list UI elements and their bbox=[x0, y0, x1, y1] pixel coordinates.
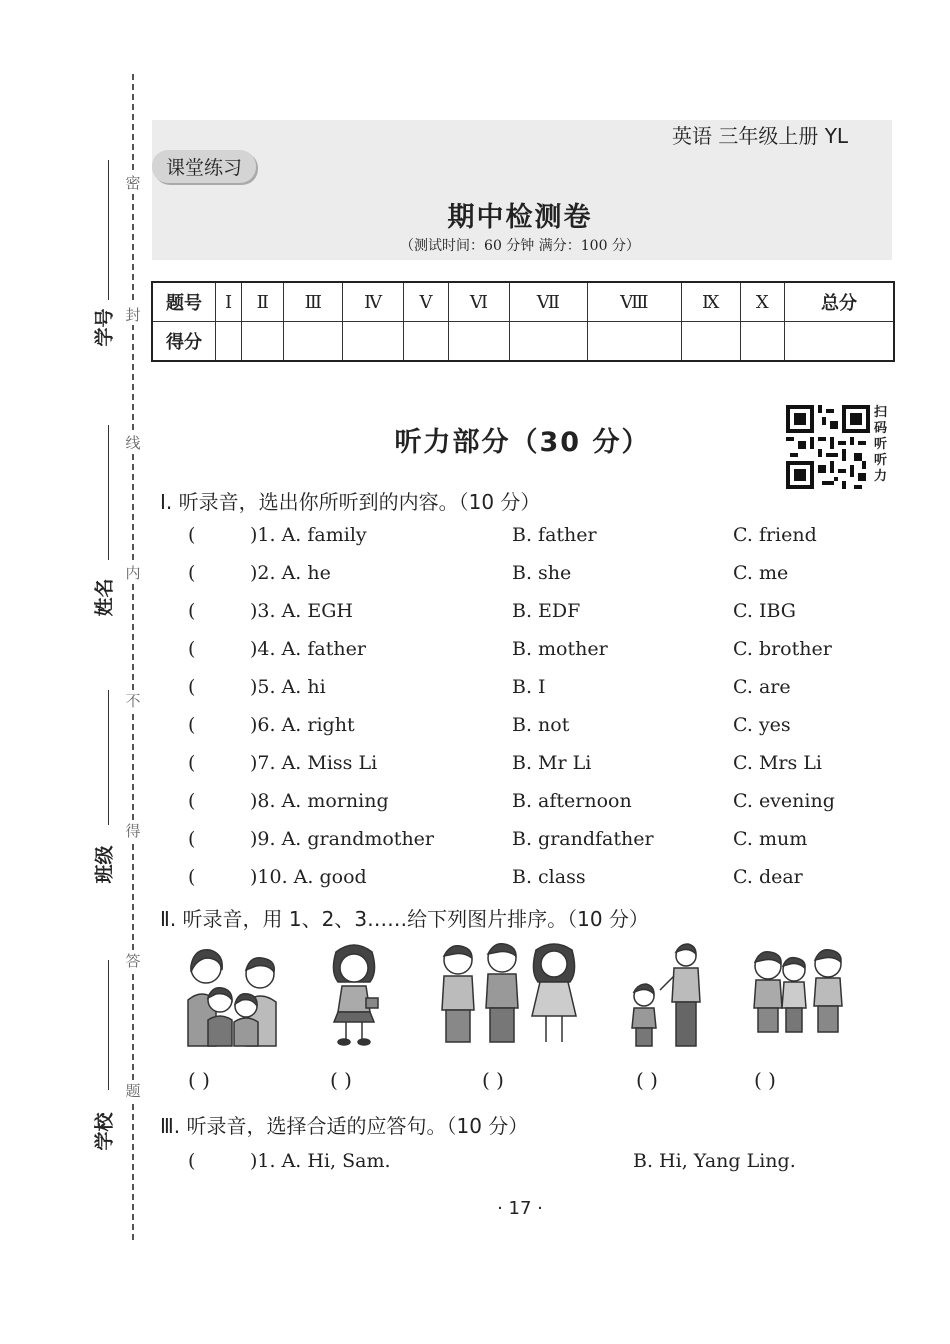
question-row bbox=[0, 790, 950, 820]
column-header-total: 总分 bbox=[785, 282, 895, 322]
page-number: · 17 · bbox=[497, 1198, 543, 1219]
score-cell[interactable] bbox=[681, 322, 740, 362]
option-c: C. IBG bbox=[733, 600, 796, 622]
score-cell[interactable] bbox=[404, 322, 449, 362]
option-a: )6. A. right bbox=[250, 714, 355, 736]
column-header: Ⅵ bbox=[448, 282, 509, 322]
option-c: C. yes bbox=[733, 714, 791, 736]
picture-order-blank[interactable]: ( ) bbox=[482, 1068, 504, 1092]
score-cell[interactable] bbox=[242, 322, 284, 362]
table-row bbox=[152, 282, 894, 322]
question-row bbox=[0, 714, 950, 744]
option-a: )3. A. EGH bbox=[250, 600, 353, 622]
option-b: B. grandfather bbox=[512, 828, 654, 850]
question-row bbox=[0, 600, 950, 630]
option-a: )8. A. morning bbox=[250, 790, 389, 812]
school-line[interactable] bbox=[108, 960, 109, 1090]
option-a: )5. A. hi bbox=[250, 676, 326, 698]
answer-blank[interactable]: ( bbox=[188, 714, 196, 736]
seal-char: 封 bbox=[125, 306, 141, 324]
answer-blank[interactable]: ( bbox=[188, 562, 196, 584]
option-a: )4. A. father bbox=[250, 638, 366, 660]
question-row bbox=[0, 638, 950, 668]
picture-order-blank[interactable]: ( ) bbox=[636, 1068, 658, 1092]
student-id-label: 学号 bbox=[93, 308, 116, 347]
answer-blank[interactable]: ( bbox=[188, 790, 196, 812]
option-a: )10. A. good bbox=[250, 866, 367, 888]
column-header: Ⅲ bbox=[284, 282, 343, 322]
question-row bbox=[0, 828, 950, 858]
score-cell[interactable] bbox=[284, 322, 343, 362]
option-b: B. she bbox=[512, 562, 572, 584]
row-header: 题号 bbox=[152, 282, 216, 322]
option-b: B. class bbox=[512, 866, 586, 888]
option-a: )7. A. Miss Li bbox=[250, 752, 378, 774]
answer-blank[interactable]: ( bbox=[188, 1150, 196, 1172]
seal-char: 不 bbox=[125, 692, 141, 710]
question-row bbox=[0, 524, 950, 554]
seal-char: 题 bbox=[125, 1082, 141, 1100]
name-label: 姓名 bbox=[93, 578, 116, 617]
option-b: B. mother bbox=[512, 638, 608, 660]
picture-order-blank[interactable]: ( ) bbox=[188, 1068, 210, 1092]
option-a: )1. A. family bbox=[250, 524, 367, 546]
option-b: B. father bbox=[512, 524, 597, 546]
practice-tag: 课堂练习 bbox=[152, 150, 256, 183]
option-b: B. I bbox=[512, 676, 546, 698]
test-info: （测试时间：60 分钟 满分：100 分） bbox=[400, 238, 640, 254]
option-c: C. brother bbox=[733, 638, 832, 660]
score-cell[interactable] bbox=[587, 322, 681, 362]
table-row bbox=[152, 322, 894, 362]
seal-char: 内 bbox=[125, 564, 141, 582]
score-table bbox=[151, 281, 895, 362]
question-row bbox=[0, 562, 950, 592]
score-cell[interactable] bbox=[448, 322, 509, 362]
family-picture bbox=[184, 942, 284, 1050]
score-cell[interactable] bbox=[740, 322, 784, 362]
option-b: B. afternoon bbox=[512, 790, 632, 812]
qr-label: 扫码听听力 bbox=[874, 405, 888, 484]
school-label: 学校 bbox=[93, 1112, 116, 1151]
picture-order-blank[interactable]: ( ) bbox=[330, 1068, 352, 1092]
seal-char: 密 bbox=[125, 174, 141, 192]
question-row bbox=[0, 866, 950, 896]
picture-order-blank[interactable]: ( ) bbox=[754, 1068, 776, 1092]
children-group-picture bbox=[752, 942, 852, 1038]
option-b: B. not bbox=[512, 714, 570, 736]
column-header: Ⅳ bbox=[343, 282, 404, 322]
question-row bbox=[0, 752, 950, 782]
answer-blank[interactable]: ( bbox=[188, 638, 196, 660]
option-b: B. Mr Li bbox=[512, 752, 592, 774]
answer-blank[interactable]: ( bbox=[188, 752, 196, 774]
answer-blank[interactable]: ( bbox=[188, 866, 196, 888]
column-header: Ⅱ bbox=[242, 282, 284, 322]
answer-blank[interactable]: ( bbox=[188, 828, 196, 850]
adult-and-child-picture bbox=[630, 942, 708, 1050]
girl-picture bbox=[326, 942, 382, 1046]
option-c: C. Mrs Li bbox=[733, 752, 822, 774]
seal-char: 得 bbox=[125, 822, 141, 840]
section-3-heading: Ⅲ. 听录音，选择合适的应答句。（10 分） bbox=[160, 1114, 529, 1138]
column-header: Ⅸ bbox=[681, 282, 740, 322]
score-cell[interactable] bbox=[510, 322, 588, 362]
option-a: )1. A. Hi, Sam. bbox=[250, 1150, 391, 1172]
option-b: B. Hi, Yang Ling. bbox=[633, 1150, 796, 1172]
section-1-heading: Ⅰ. 听录音，选出你所听到的内容。（10 分） bbox=[160, 490, 541, 514]
class-label: 班级 bbox=[93, 845, 116, 884]
answer-blank[interactable]: ( bbox=[188, 524, 196, 546]
option-c: C. dear bbox=[733, 866, 803, 888]
option-a: )2. A. he bbox=[250, 562, 331, 584]
column-header: Ⅹ bbox=[740, 282, 784, 322]
seal-char: 答 bbox=[125, 952, 141, 970]
column-header: Ⅴ bbox=[404, 282, 449, 322]
option-a: )9. A. grandmother bbox=[250, 828, 435, 850]
listening-title: 听力部分（30 分） bbox=[394, 427, 651, 458]
book-series: 英语 三年级上册 YL bbox=[672, 124, 849, 148]
answer-blank[interactable]: ( bbox=[188, 676, 196, 698]
column-header: Ⅰ bbox=[216, 282, 242, 322]
option-c: C. me bbox=[733, 562, 789, 584]
option-c: C. are bbox=[733, 676, 791, 698]
page-title: 期中检测卷 bbox=[447, 202, 593, 233]
three-children-picture bbox=[436, 942, 584, 1050]
qr-code-icon[interactable] bbox=[786, 405, 870, 489]
column-header: Ⅶ bbox=[510, 282, 588, 322]
option-c: C. mum bbox=[733, 828, 808, 850]
option-b: B. EDF bbox=[512, 600, 581, 622]
answer-blank[interactable]: ( bbox=[188, 600, 196, 622]
score-cell[interactable] bbox=[343, 322, 404, 362]
question-row bbox=[0, 676, 950, 706]
option-c: C. friend bbox=[733, 524, 817, 546]
seal-char: 线 bbox=[125, 434, 141, 452]
section-2-heading: Ⅱ. 听录音，用 1、2、3……给下列图片排序。（10 分） bbox=[160, 907, 649, 931]
column-header: Ⅷ bbox=[587, 282, 681, 322]
score-cell[interactable] bbox=[216, 322, 242, 362]
row-header: 得分 bbox=[152, 322, 216, 362]
question-row bbox=[0, 1150, 950, 1180]
option-c: C. evening bbox=[733, 790, 835, 812]
score-cell[interactable] bbox=[785, 322, 895, 362]
